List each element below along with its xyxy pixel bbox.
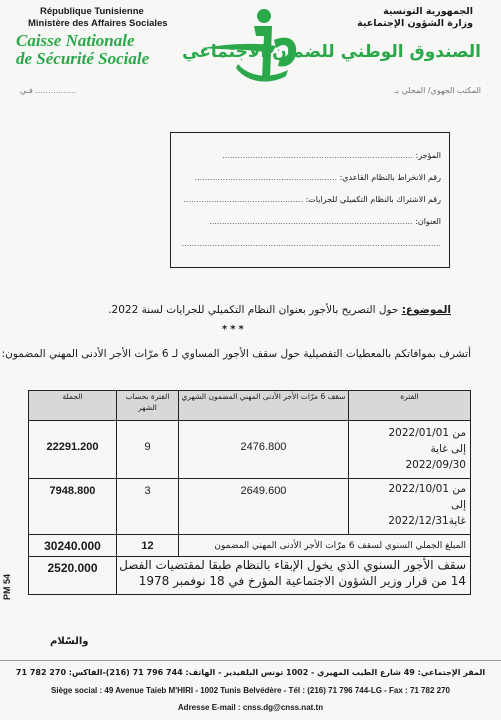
- row1-ceiling: 2476.800: [179, 421, 349, 479]
- office-line: المكتب الجهوي/ المحلي بـ: [394, 86, 481, 95]
- field-supplementary-dots: ...............................................: [183, 195, 304, 204]
- row2-ceiling: 2649.600: [179, 479, 349, 535]
- ar-country: الجمهورية التونسية: [383, 6, 473, 17]
- row1-period-mid: إلى غاية: [430, 443, 466, 455]
- field-basic-affiliation-label: رقم الانخراط بالنظام القاعدي:: [339, 173, 441, 182]
- logo-swoosh-bottom: [236, 64, 288, 82]
- field-basic-affiliation-dots: ........................................................: [194, 173, 338, 182]
- row1-total: 22291.200: [29, 421, 117, 479]
- footer-arabic-address: المقر الإجتماعي: 49 شارع الطيب المهيري - 1002 تونس البلفيدير - الهاتف: 744 796 71 (216)-الفاكس: 270 782 71: [15, 668, 486, 677]
- subject-label: الموضوع:: [401, 304, 451, 316]
- annual-ceiling-label: سقف الأجور السنوي الذي يخول الإبقاء بالنظام طبقا لمقتضيات الفصل 14 من قرار وزير الشؤون الاجتماعية المؤرخ في 18 نوفمبر 1978: [117, 557, 471, 595]
- field-supplementary-label: رقم الاشتراك بالنظام التكميلي للجرايات:: [305, 195, 441, 204]
- footer-email: Adresse E-mail : cnss.dg@cnss.nat.tn: [177, 703, 324, 712]
- field-address-extra: [182, 239, 441, 248]
- field-basic-affiliation: [195, 173, 441, 182]
- annual-total-row: [29, 535, 471, 557]
- field-supplementary-subscription: [184, 195, 442, 204]
- row2-period: [349, 479, 471, 535]
- table-header-row: [29, 391, 471, 421]
- row1-months: 9: [117, 421, 179, 479]
- subject-line: [108, 304, 451, 316]
- table-row: [29, 479, 471, 535]
- row2-period-mid: إلى: [451, 499, 466, 511]
- header-ceiling: سقف 6 مرّات الأجر الأدنى المهني المضمون الشهري: [179, 391, 349, 421]
- field-address: [209, 217, 441, 226]
- annual-ceiling-total: 2520.000: [29, 557, 117, 595]
- field-employer-label: المؤجر:: [415, 151, 441, 160]
- subject-text: حول التصريح بالأجور بعنوان النظام التكميلي للجرايات لسنة 2022.: [108, 304, 399, 316]
- field-address-dots: ................................................................................: [209, 217, 413, 226]
- row2-period-to: غاية2022/12/31: [388, 515, 466, 527]
- row1-period: [349, 421, 471, 479]
- row2-period-from: من 2022/10/01: [388, 483, 466, 495]
- field-address-label: العنوان:: [415, 217, 441, 226]
- ar-ministry: وزارة الشؤون الإجتماعية: [357, 18, 473, 29]
- annual-ceiling-row: [29, 557, 471, 595]
- header-total: الجملة: [29, 391, 117, 421]
- fr-ministry: Ministère des Affaires Sociales: [28, 18, 168, 29]
- side-form-code: PM 54: [2, 573, 12, 600]
- fr-org-line2: de Sécurité Sociale: [16, 49, 150, 68]
- separator-stars: ***: [222, 324, 247, 335]
- row2-total: 7948.800: [29, 479, 117, 535]
- fr-org-line1: Caisse Nationale: [16, 31, 135, 50]
- fr-organization-name: [16, 32, 149, 68]
- ar-organization-name: الصندوق الوطني للضمان الاجتماعي: [182, 42, 481, 62]
- footer-separator: [0, 660, 501, 661]
- closing-greeting: والسّلام: [50, 636, 89, 647]
- annual-total: 30240.000: [29, 535, 117, 557]
- annual-total-label: المبلغ الجملي السنوي لسقف 6 مرّات الأجر الأدنى المهني المضمون: [179, 535, 471, 557]
- left-date-line: ................ فـي: [20, 86, 77, 95]
- recipient-address-box: [170, 132, 450, 268]
- footer-french-address: Siège social : 49 Avenue Taieb M'HIRI - 1002 Tunis Belvédère - Tél : (216) 71 796 744-LG - Fax : 71 782 270: [51, 686, 450, 695]
- header-period: الفترة: [349, 391, 471, 421]
- field-employer-dots: ...........................................................................: [222, 151, 413, 160]
- table-row: [29, 421, 471, 479]
- field-employer: [222, 151, 441, 160]
- fr-country: République Tunisienne: [40, 6, 144, 17]
- logo-head: [257, 9, 271, 23]
- row1-period-from: من 2022/01/01: [388, 427, 466, 439]
- intro-paragraph: أتشرف بموافاتكم بالمعطيات التفصيلية حول سقف الأجور المساوي لـ 6 مرّات الأجر الأدنى المهني المضمون:: [1, 348, 471, 360]
- header-months: الفترة بحساب الشهر: [117, 391, 179, 421]
- field-address-extra-dots: ......................................................................................................: [181, 239, 441, 248]
- annual-months: 12: [117, 535, 179, 557]
- salary-ceiling-table: [28, 390, 471, 595]
- row2-months: 3: [117, 479, 179, 535]
- row1-period-to: 2022/09/30: [405, 459, 466, 471]
